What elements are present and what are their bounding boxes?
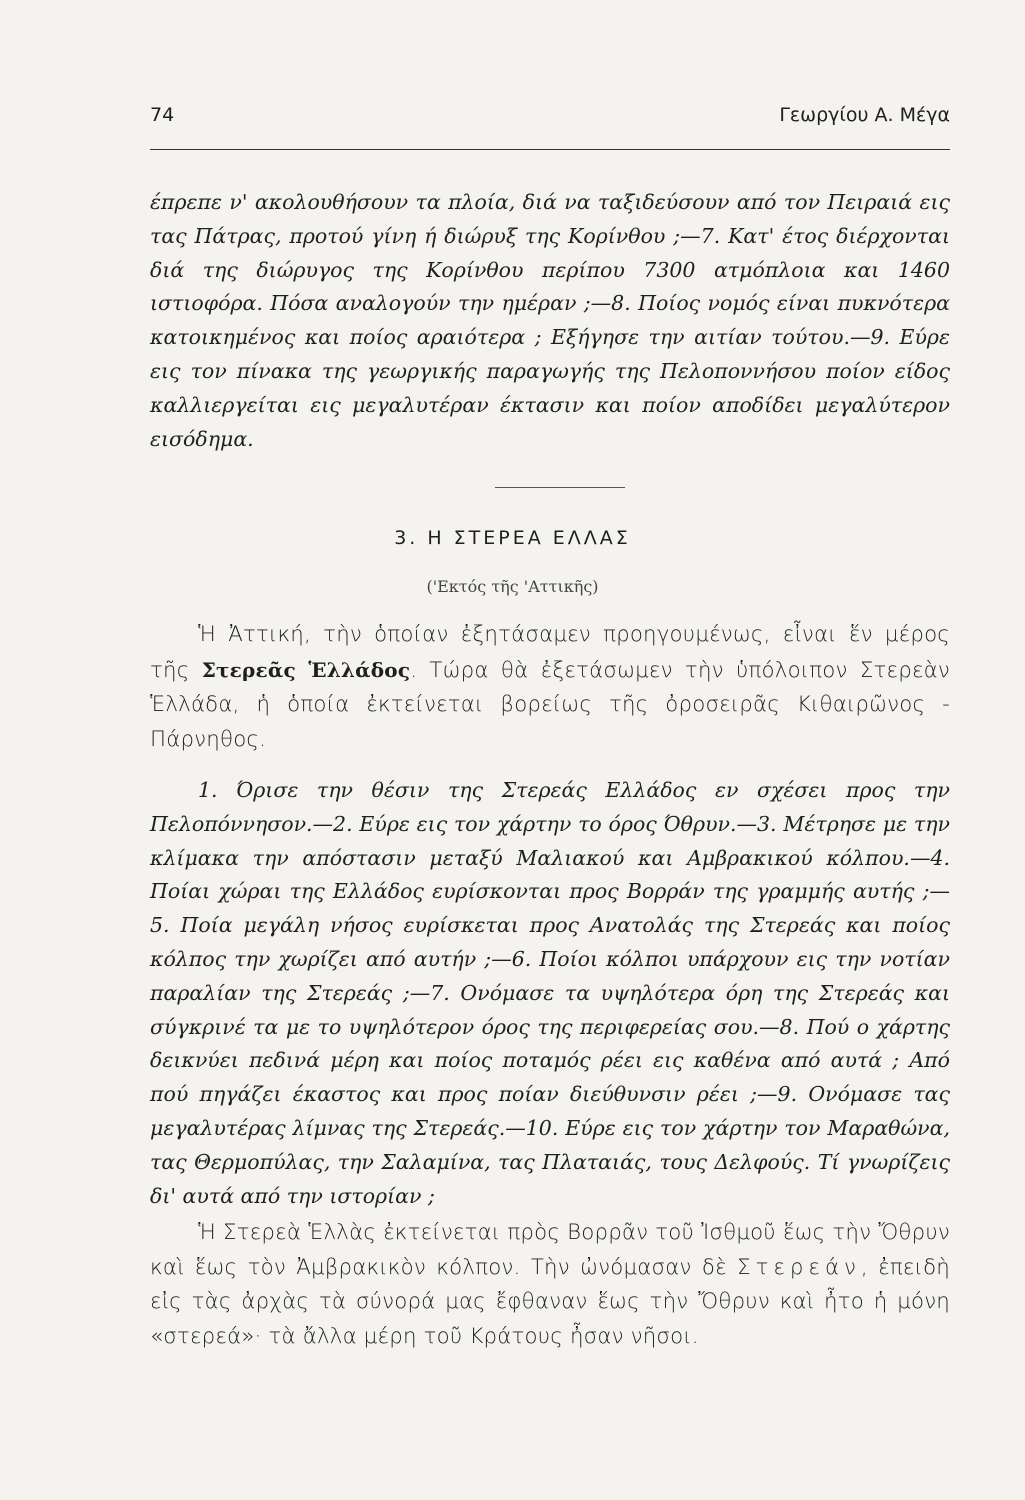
body-1-text-end: . Τώρα θὰ ἐξετάσωμεν τὴν ὑπόλοιπον Στερεὰν Ἑλλάδα, ἡ ὁποία ἐκτείνεται βορείως τῆς ὀροσειρᾶς Κιθαιρῶνος - Πάρνηθος. xyxy=(150,657,951,753)
body-2-text-start: Ἡ Στερεὰ Ἑλλὰς ἐκτείνεται πρὸς Βορρᾶν τοῦ Ἰσθμοῦ ἕως τὴν Ὄθρυν καὶ ἕως τὸν Ἀμβρακικὸν κόλπον. Τὴν ὠνόμασαν δὲ xyxy=(150,1220,950,1280)
section-subtitle: ('Εκτός τῆς 'Αττικῆς) xyxy=(426,577,599,596)
header-rule xyxy=(150,149,950,150)
body-2-text-end: , ἐπειδὴ εἰς τὰς ἀρχὰς τὰ σύνορά μας ἔφθαναν ἕως τὴν Ὄθρυν καὶ ἦτο ἡ μόνη «στερεά»· τὰ ἄλλα μέρη τοῦ Κράτους ἦσαν νῆσοι. xyxy=(150,1254,951,1350)
body-2-spaced-term: Στερεάν xyxy=(737,1254,861,1280)
body-paragraph-1 xyxy=(150,618,950,758)
page-number: 74 xyxy=(150,104,175,126)
body-1-text-start: Ἡ Ἀττική, τὴν ὁποίαν ἐξητάσαμεν προηγουμένως, εἶναι ἕν μέρος τῆς xyxy=(150,622,950,683)
body-1-bold-term: Στερεᾶς Ἑλλάδος xyxy=(201,657,411,682)
running-title: Γεωργίου Α. Μέγα xyxy=(779,104,950,126)
section-separator xyxy=(495,487,625,488)
body-paragraph-2 xyxy=(150,1216,950,1355)
exercises-paragraph: 1. Όρισε την θέσιν της Στερεάς Ελλάδος εν σχέσει προς την Πελοπόννησον.—2. Εύρε εις τον χάρτην το όρος Όθρυν.—3. Μέτρησε με την κλίμακα την απόστασιν μεταξύ Μαλιακού και Αμβρακικού κόλπου.—4. Ποίαι χώραι της Ελλάδος ευρίσκονται προς Βορράν της γραμμής αυτής ;—5. Ποία μεγάλη νήσος ευρίσκεται προς Ανατολάς της Στερεάς και ποίος κόλπος την χωρίζει από αυτήν ;—6. Ποίοι κόλποι υπάρχουν εις την νοτίαν παραλίαν της Στερεάς ;—7. Ονόμασε τα υψηλότερα όρη της Στερεάς και σύγκρινέ τα με το υψηλότερον όρος της περιφερείας σου.—8. Πού ο χάρτης δεικνύει πεδινά μέρη και ποίος ποταμός ρέει εις καθένα από αυτά ; Από πού πηγάζει έκαστος και προς ποίαν διεύθυνσιν ρέει ;—9. Ονόμασε τας μεγαλυτέρας λίμνας της Στερεάς.—10. Εύρε εις τον χάρτην τον Μαραθώνα, τας Θερμοπύλας, την Σαλαμίνα, τας Πλαταιάς, τους Δελφούς. Τί γνωρίζεις δι' αυτά από την ιστορίαν ; xyxy=(150,778,950,1208)
section-title: 3. Η ΣΤΕΡΕΑ ΕΛΛΑΣ xyxy=(394,527,631,549)
page-header xyxy=(150,104,950,144)
intro-exercises-paragraph: έπρεπε ν' ακολουθήσουν τα πλοία, διά να ταξιδεύσουν από τον Πειραιά εις τας Πάτρας, προτού γίνη ή διώρυξ της Κορίνθου ;—7. Κατ' έτος διέρχονται διά της διώρυγος της Κορίνθου περίπου 7300 ατμόπλοια και 1460 ιστιοφόρα. Πόσα αναλογούν την ημέραν ;—8. Ποίος νομός είναι πυκνότερα κατοικημένος και ποίος αραιότερα ; Εξήγησε την αιτίαν τούτου.—9. Εύρε εις τον πίνακα της γεωργικής παραγωγής της Πελοποννήσου ποίον είδος καλλιεργείται εις μεγαλυτέραν έκτασιν και ποίον αποδίδει μεγαλύτερον εισόδημα. xyxy=(150,190,950,451)
